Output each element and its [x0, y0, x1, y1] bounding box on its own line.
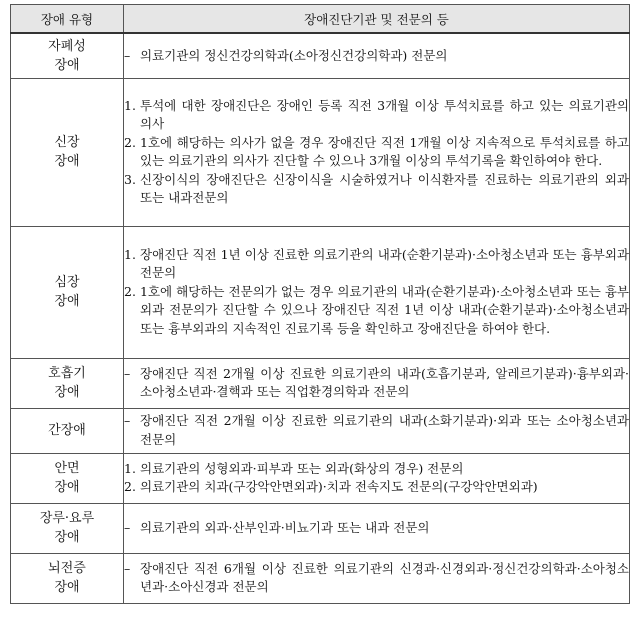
table-row — [11, 33, 630, 78]
disability-type-label: 장애 — [54, 530, 80, 545]
table-row — [11, 453, 630, 503]
list-marker: 1. — [124, 97, 136, 113]
diagnosis-institution-cell — [124, 78, 630, 226]
list-item-text: 장애진단 직전 6개월 이상 진료한 의료기관의 신경과·신경외과·정신건강의학과·소아청소년과·소아신경과 전문의 — [140, 560, 629, 594]
disability-type-cell — [11, 33, 124, 78]
list-marker: 3. — [124, 171, 136, 187]
disability-type-label: 장애 — [54, 385, 80, 400]
disability-type-label: 장애 — [54, 154, 80, 169]
list-item — [124, 460, 629, 479]
list-marker: – — [124, 560, 131, 576]
list-marker: – — [124, 519, 131, 535]
list-item-text: 장애진단 직전 2개월 이상 진료한 의료기관의 내과(호흡기분과, 알레르기분과)·흉부외과·소아청소년과·결핵과 또는 직업환경의학과 전문의 — [140, 365, 629, 399]
list-marker: 2. — [124, 283, 136, 299]
disability-type-label: 자폐성 — [48, 38, 86, 54]
list-item — [124, 283, 629, 339]
list-item — [124, 97, 629, 134]
diagnosis-institution-cell — [124, 453, 630, 503]
header-row — [11, 5, 630, 34]
disability-type-label: 장애 — [54, 57, 80, 73]
table-row — [11, 78, 630, 226]
disability-type-cell — [11, 358, 124, 408]
table-row — [11, 358, 630, 408]
diagnosis-institution-cell — [124, 503, 630, 553]
list-item-text: 의료기관의 외과·산부인과·비뇨기과 또는 내과 전문의 — [140, 519, 430, 535]
disability-type-cell — [11, 408, 124, 453]
list-marker: 2. — [124, 134, 136, 150]
disability-type-label: 안면 — [54, 461, 80, 476]
list-item — [124, 47, 629, 66]
list-item-text: 1호에 해당하는 의사가 없을 경우 장애진단 직전 1개월 이상 지속적으로 투석치료를 하고 있는 의료기관의 의사가 진단할 수 있으나 3개월 이상의 투석기록을 확인하여야 한다. — [140, 134, 629, 168]
disability-type-cell — [11, 226, 124, 358]
list-marker: 1. — [124, 460, 136, 476]
disability-type-label: 간장애 — [48, 423, 86, 438]
header-disability-type: 장애 유형 — [11, 5, 124, 34]
disability-type-label: 호흡기 — [48, 366, 86, 381]
disability-type-cell — [11, 453, 124, 503]
list-marker: – — [124, 365, 131, 381]
disability-type-label: 뇌전증 — [48, 561, 86, 576]
diagnosis-institution-cell — [124, 358, 630, 408]
disability-diagnosis-table — [10, 4, 630, 604]
list-item-text: 신장이식의 장애진단은 신장이식을 시술하였거나 이식환자를 진료하는 의료기관의 외과 또는 내과전문의 — [140, 171, 629, 205]
table-body — [11, 33, 630, 603]
list-item — [124, 478, 629, 497]
table-row — [11, 408, 630, 453]
disability-type-cell — [11, 78, 124, 226]
list-item-text: 의료기관의 정신건강의학과(소아정신건강의학과) 전문의 — [140, 47, 448, 63]
disability-type-label: 장애 — [54, 294, 80, 309]
disability-type-label: 장루·요루 — [39, 511, 95, 526]
list-marker: – — [124, 47, 131, 63]
diagnosis-institution-cell — [124, 408, 630, 453]
list-item — [124, 246, 629, 283]
disability-type-cell — [11, 503, 124, 553]
diagnosis-institution-cell — [124, 33, 630, 78]
table-row — [11, 503, 630, 553]
list-item-text: 의료기관의 치과(구강악안면외과)·치과 전속지도 전문의(구강악안면외과) — [140, 479, 538, 494]
list-item — [124, 519, 629, 538]
list-item-text: 장애진단 직전 2개월 이상 진료한 의료기관의 내과(소화기분과)·외과 또는 소아청소년과 전문의 — [140, 413, 629, 447]
disability-type-label: 장애 — [54, 580, 80, 595]
list-marker: – — [124, 413, 131, 428]
list-item — [124, 134, 629, 171]
list-item-text: 1호에 해당하는 전문의가 없는 경우 의료기관의 내과(순환기분과)·소아청소년과 또는 흉부외과 전문의가 진단할 수 있으나 장애진단 직전 1년 이상 내과(순환기분과)·소아청소년과 또는 흉부외과의 지속적인 진료기록 등을 확인하고 장애진단을 하여야 한다. — [140, 283, 629, 336]
list-item — [124, 412, 629, 449]
list-item-text: 장애진단 직전 1년 이상 진료한 의료기관의 내과(순환기분과)·소아청소년과 또는 흉부외과 전문의 — [140, 246, 629, 281]
list-marker: 2. — [124, 479, 136, 494]
list-item — [124, 171, 629, 208]
list-item-text: 투석에 대한 장애진단은 장애인 등록 직전 3개월 이상 투석치료를 하고 있는 의료기관의 의사 — [140, 97, 629, 131]
list-item-text: 의료기관의 성형외과·피부과 또는 외과(화상의 경우) 전문의 — [140, 460, 464, 476]
disability-type-cell — [11, 553, 124, 603]
diagnosis-institution-cell — [124, 553, 630, 603]
table-row — [11, 226, 630, 358]
list-marker: 1. — [124, 246, 136, 262]
diagnosis-institution-cell — [124, 226, 630, 358]
header-diagnosis-institution: 장애진단기관 및 전문의 등 — [124, 5, 630, 34]
list-item — [124, 365, 629, 402]
table-row — [11, 553, 630, 603]
disability-type-label: 신장 — [54, 135, 80, 150]
list-item — [124, 560, 629, 597]
disability-type-label: 심장 — [54, 275, 80, 290]
disability-type-label: 장애 — [54, 480, 80, 495]
